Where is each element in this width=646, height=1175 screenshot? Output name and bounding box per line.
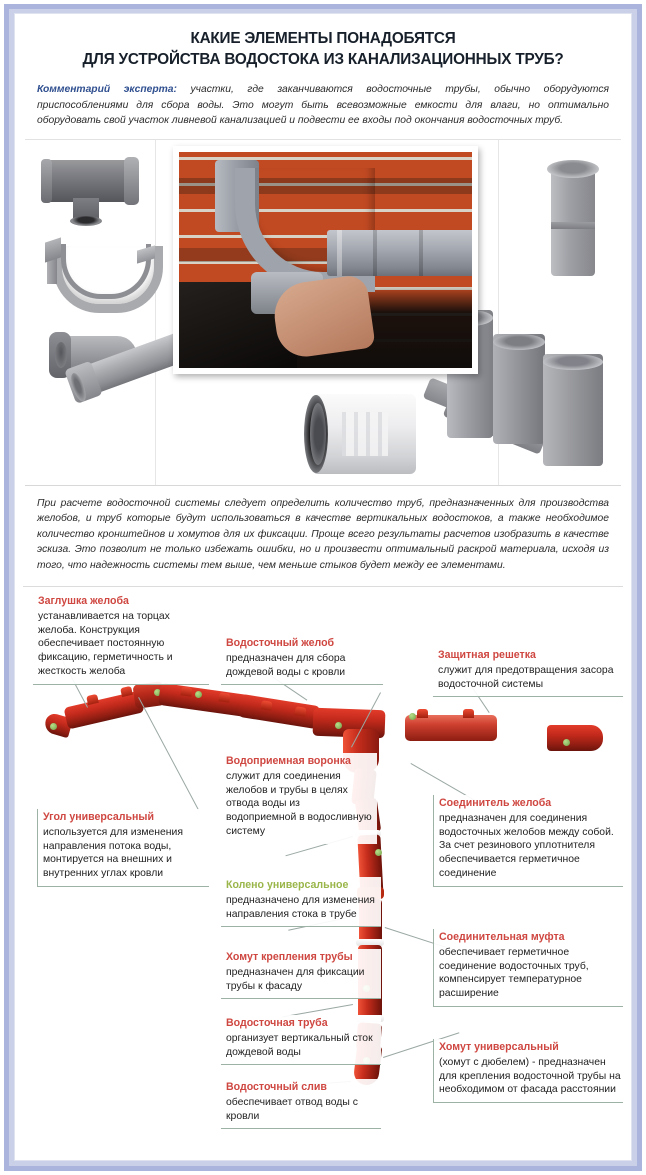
pipe-groove-2 bbox=[419, 230, 423, 276]
callout-water-intake-funnel bbox=[221, 753, 377, 844]
expert-comment-label: Комментарий эксперта: bbox=[37, 84, 177, 96]
photo-horizontal-pipe bbox=[327, 230, 472, 276]
diagram-gutter-right-1 bbox=[158, 683, 250, 717]
pipe-stack-rim bbox=[547, 160, 599, 178]
title-line-2: ДЛЯ УСТРОЙСТВА ВОДОСТОКА ИЗ КАНАЛИЗАЦИОННЫХ ТРУБ? bbox=[82, 51, 564, 69]
title-line-1: КАКИЕ ЭЛЕМЕНТЫ ПОНАДОБЯТСЯ bbox=[190, 30, 456, 47]
callout-universal-corner bbox=[37, 809, 209, 887]
diagram-grate-lug-1 bbox=[417, 709, 428, 718]
callout-body: обеспечивает отвод воды с кровли bbox=[226, 1096, 358, 1122]
gutter-bracket-photo bbox=[45, 238, 155, 310]
coupler-ribs bbox=[342, 412, 388, 456]
tee-stub-rim bbox=[70, 216, 102, 226]
tee-barrel bbox=[43, 160, 131, 202]
callout-title: Защитная решетка bbox=[438, 648, 536, 661]
pipe-highlight bbox=[337, 230, 342, 276]
callout-title: Заглушка желоба bbox=[38, 594, 129, 607]
callout-body: используется для изменения направления потока воды, монтируется на внешних и внутренних углах кровли bbox=[43, 826, 183, 880]
callout-title: Водоприемная воронка bbox=[226, 754, 351, 767]
coupler-mouth-inner bbox=[310, 403, 326, 465]
callout-title: Водосточный слив bbox=[226, 1080, 327, 1093]
pipe-groove-1 bbox=[373, 230, 377, 276]
callout-body: служит для предотвращения засора водосточной системы bbox=[438, 664, 614, 690]
callout-body: (хомут с дюбелем) - предназначен для крепления водосточной трубы на необходимом от фасада расстоянии bbox=[439, 1056, 621, 1096]
callout-protective-grate bbox=[433, 647, 623, 698]
gutter-system-diagram bbox=[23, 586, 623, 1153]
expert-comment bbox=[29, 82, 617, 128]
page-title bbox=[15, 14, 631, 76]
callout-universal-clamp bbox=[433, 1039, 623, 1103]
calculation-note: При расчете водосточной системы следует определить количество труб, предназначенных для производства желобов, и труб которые будут использоваться в качестве вертикальных водостоков, а также необходимое количество кронштейнов и хомутов для их фиксации. Проще всего результаты расчетов изобразить в качестве эскиза. Это позволит не только избежать ошибки, но и произвести оптимальный раскрой материала, исходя из того, что надежность системы тем выше, чем меньше стыков будет между ее элементами. bbox=[37, 497, 609, 572]
callout-title: Хомут крепления трубы bbox=[226, 950, 353, 963]
callout-gutter-connector bbox=[433, 795, 623, 887]
diagram-seal-dot-3 bbox=[195, 691, 202, 698]
collage-divider-left bbox=[155, 140, 156, 485]
pipe-cap bbox=[543, 354, 603, 370]
callout-body: предназначен для сбора дождевой воды с кровли bbox=[226, 652, 346, 678]
callout-water-outlet bbox=[221, 1079, 381, 1130]
pipe-group-tall-3 bbox=[543, 354, 603, 466]
tee-fitting-photo bbox=[43, 160, 135, 222]
expert-comment-text: участки, где заканчиваются водосточные трубы, обычно оборудуются приспособлениями для сбора воды. Это могут быть всевозможные емкости для влаги, но оптимально оборудовать свой участок ливневой канализацией и подвести ее входы под окончания водосточных труб. bbox=[37, 84, 609, 127]
tee-rim-left bbox=[41, 159, 52, 203]
callout-title: Угол универсальный bbox=[43, 810, 154, 823]
diagram-seal-dot-6 bbox=[563, 739, 570, 746]
diagram-seal-dot-7 bbox=[375, 849, 382, 856]
brick-wall-photo-inner bbox=[179, 152, 472, 368]
pipe-stack-band bbox=[551, 222, 595, 229]
pipe-stack-photo bbox=[547, 160, 601, 278]
diagram-gutter-right-2 bbox=[238, 694, 321, 729]
callout-title: Хомут универсальный bbox=[439, 1040, 559, 1053]
callout-body: организует вертикальный сток дождевой воды bbox=[226, 1032, 373, 1058]
callout-gutter-end-cap bbox=[33, 593, 209, 685]
callout-body: предназначен для фиксации трубы к фасаду bbox=[226, 966, 365, 992]
callout-connecting-sleeve bbox=[433, 929, 623, 1007]
tee-rim-right bbox=[124, 157, 139, 205]
diagram-gutter-connector bbox=[547, 725, 603, 751]
pipe-cap bbox=[493, 334, 545, 350]
callout-body: устанавливается на торцах желоба. Конструкция обеспечивает постоянную фиксацию, герметичность и жесткость желоба bbox=[38, 610, 173, 678]
callout-body: служит для соединения желобов и трубы в целях отвода воды из водоприемной в водосливную систему bbox=[226, 770, 372, 838]
callout-title: Соединительная муфта bbox=[439, 930, 565, 943]
callout-gutter bbox=[221, 635, 383, 686]
callout-body: предназначено для изменения направления стока в трубе bbox=[226, 894, 375, 920]
pipe-group-tall-2 bbox=[493, 334, 545, 444]
callout-title: Колено универсальное bbox=[226, 878, 349, 891]
diagram-seal-dot-1 bbox=[50, 723, 57, 730]
callout-downpipe bbox=[221, 1015, 381, 1066]
callout-body: обеспечивает герметичное соединение водосточных труб, компенсирует температурное расширение bbox=[439, 946, 589, 1000]
diagram-gutter-lug-5 bbox=[260, 700, 272, 711]
endcap-hole bbox=[55, 342, 67, 368]
callout-universal-elbow bbox=[221, 877, 381, 928]
callout-title: Водосточная труба bbox=[226, 1016, 328, 1029]
callout-title: Водосточный желоб bbox=[226, 636, 335, 649]
brick-wall-installation-photo bbox=[173, 146, 478, 374]
callout-title: Соединитель желоба bbox=[439, 796, 552, 809]
photo-collage bbox=[25, 139, 621, 486]
diagram-grate-lug-2 bbox=[463, 709, 474, 718]
diagram-seal-dot-4 bbox=[335, 722, 342, 729]
poster-content bbox=[14, 13, 632, 1161]
diagram-gutter-lug-3 bbox=[180, 686, 192, 696]
callout-pipe-clamp bbox=[221, 949, 381, 1000]
white-coupler-photo bbox=[302, 394, 420, 476]
callout-body: предназначен для соединения водосточных желобов между собой. За счет резинового уплотнителя обеспечивается герметичное соединение bbox=[439, 812, 614, 880]
diagram-gutter-left-1 bbox=[64, 690, 145, 729]
leader-corner bbox=[138, 697, 199, 810]
diagram-gutter-lug-4 bbox=[218, 692, 230, 702]
diagram-seal-dot-5 bbox=[409, 713, 416, 720]
diagram-gutter-lug-6 bbox=[294, 706, 306, 717]
diagram-protective-grate bbox=[405, 715, 497, 741]
